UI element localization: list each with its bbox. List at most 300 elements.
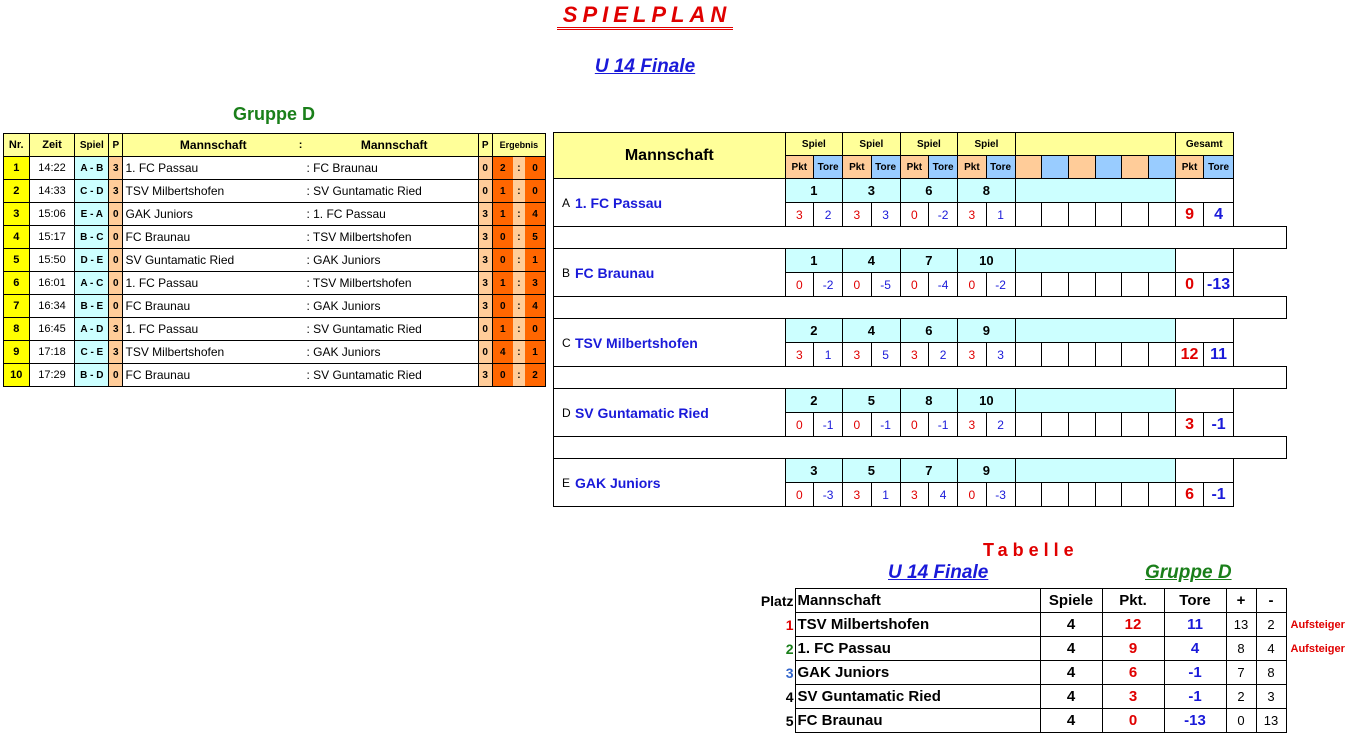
standings-row (755, 637, 1352, 661)
empty-cell (1095, 483, 1122, 507)
overview-subheader-tore: Tore (929, 156, 958, 179)
schedule-table (3, 133, 546, 387)
standings-title: Tabelle (983, 540, 1079, 560)
game-time: 16:45 (29, 318, 75, 341)
goals-for: 0 (1226, 709, 1256, 733)
score-separator: : (513, 364, 525, 387)
competition-subtitle: U 14 Finale (594, 56, 696, 77)
team2-goals: 0 (525, 318, 545, 341)
team1-name: 1. FC Passau (123, 272, 297, 295)
empty-cell (554, 227, 1287, 249)
team1-goals: 2 (492, 157, 512, 180)
team-name: TSV Milbertshofen (575, 319, 785, 367)
goal-difference: 11 (1164, 613, 1226, 637)
standings-row (755, 661, 1352, 685)
game-goal-diff: -5 (871, 273, 900, 297)
empty-cell (1069, 343, 1096, 367)
team-name: TSV Milbertshofen (795, 613, 1040, 637)
team2-name: : SV Guntamatic Ried (304, 180, 478, 203)
place-number: 2 (785, 640, 794, 657)
total-points: 12 (1175, 343, 1204, 367)
team-separator (297, 180, 305, 203)
score-separator: : (513, 226, 525, 249)
game-goal-diff: 3 (986, 343, 1015, 367)
game-number: 6 (4, 272, 30, 295)
team2-points: 3 (478, 364, 492, 387)
header-nr: Nr. (4, 134, 30, 157)
team-name: 1. FC Passau (575, 179, 785, 227)
team2-goals: 0 (525, 180, 545, 203)
team2-name: : TSV Milbertshofen (304, 226, 478, 249)
game-points: 3 (785, 203, 813, 227)
overview-spacer-row (554, 437, 1287, 459)
team1-points: 0 (109, 295, 123, 318)
team1-name: FC Braunau (123, 295, 297, 318)
empty-cell (1175, 319, 1233, 343)
overview-subheader-blank (1015, 156, 1042, 179)
empty-cell (1015, 343, 1042, 367)
games-played: 4 (1040, 661, 1102, 685)
standings-header-row (755, 589, 1352, 613)
team1-name: TSV Milbertshofen (123, 341, 297, 364)
team2-name: : GAK Juniors (304, 249, 478, 272)
game-time: 16:01 (29, 272, 75, 295)
game-number: 2 (4, 180, 30, 203)
overview-team-games-row (554, 319, 1287, 343)
overview-subheader-pkt: Pkt (958, 156, 986, 179)
game-points: 3 (843, 343, 871, 367)
team2-points: 3 (478, 272, 492, 295)
total-points: 3 (1175, 413, 1204, 437)
game-number: 5 (4, 249, 30, 272)
team1-points: 3 (109, 341, 123, 364)
game-pairing: D - E (75, 249, 109, 272)
schedule-row (4, 318, 546, 341)
empty-cell (1015, 319, 1175, 343)
empty-cell (1122, 483, 1149, 507)
team1-goals: 1 (492, 272, 512, 295)
game-goal-diff: 4 (929, 483, 958, 507)
team-name: 1. FC Passau (795, 637, 1040, 661)
game-time: 15:06 (29, 203, 75, 226)
game-number: 3 (785, 459, 843, 483)
game-number: 4 (843, 319, 901, 343)
game-number: 10 (958, 249, 1016, 273)
total-goal-diff: -1 (1204, 483, 1233, 507)
team-name: GAK Juniors (575, 459, 785, 507)
empty-cell (1095, 203, 1122, 227)
game-number: 1 (785, 249, 843, 273)
header-zeit: Zeit (29, 134, 75, 157)
empty-cell (554, 367, 1287, 389)
overview-subheader-tore: Tore (871, 156, 900, 179)
empty-cell (1095, 343, 1122, 367)
empty-cell (1042, 273, 1069, 297)
game-points: 3 (843, 483, 871, 507)
empty-cell (1122, 343, 1149, 367)
team1-points: 0 (109, 226, 123, 249)
game-goal-diff: 2 (986, 413, 1015, 437)
overview-subheader-blank (1095, 156, 1122, 179)
games-played: 4 (1040, 637, 1102, 661)
team1-points: 0 (109, 203, 123, 226)
team-separator (297, 272, 305, 295)
empty-cell (1015, 273, 1042, 297)
overview-subheader-blank (1069, 156, 1096, 179)
header-colon: : (297, 134, 305, 157)
team2-name: : GAK Juniors (304, 341, 478, 364)
status-note (1286, 661, 1352, 685)
team-letter: B (554, 249, 575, 297)
empty-cell (554, 297, 1287, 319)
team1-goals: 0 (492, 364, 512, 387)
score-separator: : (513, 272, 525, 295)
points: 9 (1102, 637, 1164, 661)
games-played: 4 (1040, 613, 1102, 637)
team2-name: : SV Guntamatic Ried (304, 318, 478, 341)
empty-cell (1122, 273, 1149, 297)
game-time: 15:17 (29, 226, 75, 249)
empty-cell (1095, 413, 1122, 437)
empty-cell (1042, 343, 1069, 367)
team-separator (297, 157, 305, 180)
place-number: 3 (785, 664, 794, 681)
empty-cell (554, 437, 1287, 459)
schedule-row (4, 341, 546, 364)
team-separator (297, 341, 305, 364)
game-number: 10 (958, 389, 1016, 413)
team2-points: 3 (478, 249, 492, 272)
game-pairing: A - D (75, 318, 109, 341)
game-points: 0 (900, 413, 928, 437)
standings-table (755, 588, 1352, 733)
goals-for: 7 (1226, 661, 1256, 685)
game-goal-diff: 3 (871, 203, 900, 227)
team2-goals: 1 (525, 341, 545, 364)
game-goal-diff: 1 (986, 203, 1015, 227)
schedule-row (4, 364, 546, 387)
game-pairing: A - B (75, 157, 109, 180)
game-points: 3 (900, 343, 928, 367)
game-pairing: B - E (75, 295, 109, 318)
points: 6 (1102, 661, 1164, 685)
team-separator (297, 364, 305, 387)
game-number: 1 (785, 179, 843, 203)
empty-cell (1149, 343, 1176, 367)
header-pkt: Pkt. (1102, 589, 1164, 613)
schedule-row (4, 180, 546, 203)
game-number: 9 (4, 341, 30, 364)
total-goal-diff: 11 (1204, 343, 1233, 367)
overview-subheader-total-tore: Tore (1204, 156, 1233, 179)
empty-cell (1015, 413, 1042, 437)
standings-row (755, 685, 1352, 709)
games-played: 4 (1040, 685, 1102, 709)
team-separator (297, 318, 305, 341)
overview-team-games-row (554, 249, 1287, 273)
game-points: 0 (900, 273, 928, 297)
team1-name: FC Braunau (123, 226, 297, 249)
game-points: 0 (843, 413, 871, 437)
game-points: 3 (958, 343, 986, 367)
empty-cell (1042, 413, 1069, 437)
game-time: 16:34 (29, 295, 75, 318)
team1-name: GAK Juniors (123, 203, 297, 226)
score-separator: : (513, 318, 525, 341)
team2-name: : SV Guntamatic Ried (304, 364, 478, 387)
empty-cell (1015, 249, 1175, 273)
team-separator (297, 226, 305, 249)
game-points: 0 (958, 483, 986, 507)
overview-subheader-pkt: Pkt (843, 156, 871, 179)
goal-difference: 4 (1164, 637, 1226, 661)
game-goal-diff: -2 (986, 273, 1015, 297)
game-time: 14:33 (29, 180, 75, 203)
schedule-header-row (4, 134, 546, 157)
header-team1: Mannschaft (123, 134, 297, 157)
game-pairing: B - C (75, 226, 109, 249)
goal-difference: -1 (1164, 685, 1226, 709)
score-separator: : (513, 180, 525, 203)
empty-cell (1069, 203, 1096, 227)
goals-against: 3 (1256, 685, 1286, 709)
overview-spacer-row (554, 367, 1287, 389)
game-points: 0 (785, 413, 813, 437)
goals-for: 13 (1226, 613, 1256, 637)
header-p2: P (478, 134, 492, 157)
team1-goals: 1 (492, 180, 512, 203)
header-minus: - (1256, 589, 1286, 613)
game-number: 4 (843, 249, 901, 273)
empty-cell (1122, 203, 1149, 227)
team-letter: D (554, 389, 575, 437)
score-separator: : (513, 203, 525, 226)
team1-points: 0 (109, 272, 123, 295)
goals-against: 4 (1256, 637, 1286, 661)
total-goal-diff: -1 (1204, 413, 1233, 437)
goals-for: 2 (1226, 685, 1256, 709)
team1-points: 3 (109, 180, 123, 203)
game-number: 4 (4, 226, 30, 249)
overview-header-spiel-3: Spiel (900, 133, 958, 156)
empty-cell (1175, 179, 1233, 203)
overview-table (553, 132, 1287, 507)
team2-goals: 4 (525, 203, 545, 226)
team1-name: FC Braunau (123, 364, 297, 387)
overview-subheader-blank (1042, 156, 1069, 179)
empty-cell (1015, 179, 1175, 203)
team2-goals: 4 (525, 295, 545, 318)
game-goal-diff: 1 (871, 483, 900, 507)
header-plus: + (1226, 589, 1256, 613)
overview-subheader-tore: Tore (814, 156, 843, 179)
group-title: Gruppe D (232, 104, 315, 124)
team1-goals: 0 (492, 226, 512, 249)
team-separator (297, 203, 305, 226)
team-letter: A (554, 179, 575, 227)
team-name: GAK Juniors (795, 661, 1040, 685)
status-note: Aufsteiger (1290, 618, 1345, 631)
goals-for: 8 (1226, 637, 1256, 661)
game-number: 6 (900, 319, 958, 343)
team2-points: 0 (478, 341, 492, 364)
score-separator: : (513, 295, 525, 318)
game-pairing: C - D (75, 180, 109, 203)
game-pairing: A - C (75, 272, 109, 295)
game-points: 3 (958, 413, 986, 437)
overview-header-gesamt: Gesamt (1175, 133, 1233, 156)
team-name: SV Guntamatic Ried (795, 685, 1040, 709)
team1-goals: 0 (492, 249, 512, 272)
overview-header-spiel-4: Spiel (958, 133, 1016, 156)
header-spiel: Spiel (75, 134, 109, 157)
team1-points: 0 (109, 249, 123, 272)
schedule-row (4, 272, 546, 295)
empty-cell (1149, 413, 1176, 437)
team1-points: 3 (109, 318, 123, 341)
empty-cell (1042, 203, 1069, 227)
standings-subtitle: U 14 Finale (888, 562, 989, 583)
team-separator (297, 295, 305, 318)
points: 3 (1102, 685, 1164, 709)
goal-difference: -1 (1164, 661, 1226, 685)
empty-cell (1069, 483, 1096, 507)
goals-against: 2 (1256, 613, 1286, 637)
header-team2: Mannschaft (304, 134, 478, 157)
game-number: 9 (958, 459, 1016, 483)
game-number: 5 (843, 389, 901, 413)
game-goal-diff: -4 (929, 273, 958, 297)
game-points: 3 (785, 343, 813, 367)
team1-points: 3 (109, 157, 123, 180)
overview-header-spiel-1: Spiel (785, 133, 843, 156)
empty-cell (1175, 389, 1233, 413)
team1-goals: 1 (492, 203, 512, 226)
overview-header-blank (1015, 133, 1175, 156)
team2-points: 0 (478, 318, 492, 341)
schedule-row (4, 249, 546, 272)
overview-subheader-tore: Tore (986, 156, 1015, 179)
game-number: 2 (785, 319, 843, 343)
overview-subheader-pkt: Pkt (785, 156, 813, 179)
game-number: 3 (4, 203, 30, 226)
game-time: 17:18 (29, 341, 75, 364)
team2-goals: 1 (525, 249, 545, 272)
team1-name: 1. FC Passau (123, 157, 297, 180)
game-number: 1 (4, 157, 30, 180)
empty-cell (1042, 483, 1069, 507)
overview-team-games-row (554, 179, 1287, 203)
game-time: 15:50 (29, 249, 75, 272)
total-goal-diff: 4 (1204, 203, 1233, 227)
total-points: 9 (1175, 203, 1204, 227)
game-time: 17:29 (29, 364, 75, 387)
game-number: 8 (958, 179, 1016, 203)
game-number: 9 (958, 319, 1016, 343)
game-time: 14:22 (29, 157, 75, 180)
game-goal-diff: -1 (929, 413, 958, 437)
points: 0 (1102, 709, 1164, 733)
overview-subheader-total-pkt: Pkt (1175, 156, 1204, 179)
empty-cell (1015, 389, 1175, 413)
game-goal-diff: -1 (871, 413, 900, 437)
overview-subheader-blank (1149, 156, 1176, 179)
place-number: 5 (785, 712, 794, 729)
game-goal-diff: -2 (929, 203, 958, 227)
empty-cell (1015, 483, 1042, 507)
overview-subheader-blank (1122, 156, 1149, 179)
standings-group: Gruppe D (1145, 562, 1232, 583)
game-number: 8 (900, 389, 958, 413)
empty-cell (1175, 459, 1233, 483)
overview-header-spiel-2: Spiel (843, 133, 901, 156)
total-points: 0 (1175, 273, 1204, 297)
overview-header-mannschaft: Mannschaft (554, 133, 786, 179)
team1-name: SV Guntamatic Ried (123, 249, 297, 272)
standings-row (755, 709, 1352, 733)
game-points: 0 (785, 273, 813, 297)
schedule-row (4, 203, 546, 226)
team1-name: TSV Milbertshofen (123, 180, 297, 203)
game-goal-diff: 1 (814, 343, 843, 367)
header-ergebnis: Ergebnis (492, 134, 545, 157)
team-letter: E (554, 459, 575, 507)
overview-team-games-row (554, 459, 1287, 483)
header-tore: Tore (1164, 589, 1226, 613)
status-note (1286, 709, 1352, 733)
schedule-row (4, 226, 546, 249)
team1-name: 1. FC Passau (123, 318, 297, 341)
schedule-row (4, 157, 546, 180)
score-separator: : (513, 341, 525, 364)
team2-goals: 2 (525, 364, 545, 387)
game-points: 3 (958, 203, 986, 227)
empty-cell (1069, 413, 1096, 437)
team-letter: C (554, 319, 575, 367)
game-points: 3 (900, 483, 928, 507)
empty-cell (1149, 483, 1176, 507)
team-name: FC Braunau (795, 709, 1040, 733)
team2-points: 3 (478, 203, 492, 226)
empty-cell (1095, 273, 1122, 297)
team1-goals: 1 (492, 318, 512, 341)
game-number: 10 (4, 364, 30, 387)
game-number: 3 (843, 179, 901, 203)
team1-points: 0 (109, 364, 123, 387)
main-title: SPIELPLAN (0, 2, 1290, 30)
game-pairing: B - D (75, 364, 109, 387)
games-played: 4 (1040, 709, 1102, 733)
schedule-row (4, 295, 546, 318)
place-number: 4 (785, 688, 794, 705)
game-goal-diff: 2 (814, 203, 843, 227)
game-number: 5 (843, 459, 901, 483)
team-separator (297, 249, 305, 272)
game-points: 0 (900, 203, 928, 227)
overview-spacer-row (554, 227, 1287, 249)
overview-subheader-pkt: Pkt (900, 156, 928, 179)
game-goal-diff: 5 (871, 343, 900, 367)
game-points: 0 (958, 273, 986, 297)
game-number: 8 (4, 318, 30, 341)
team2-points: 3 (478, 226, 492, 249)
empty-cell (1149, 203, 1176, 227)
points: 12 (1102, 613, 1164, 637)
empty-cell (1015, 459, 1175, 483)
game-pairing: E - A (75, 203, 109, 226)
goals-against: 8 (1256, 661, 1286, 685)
game-goal-diff: -3 (986, 483, 1015, 507)
